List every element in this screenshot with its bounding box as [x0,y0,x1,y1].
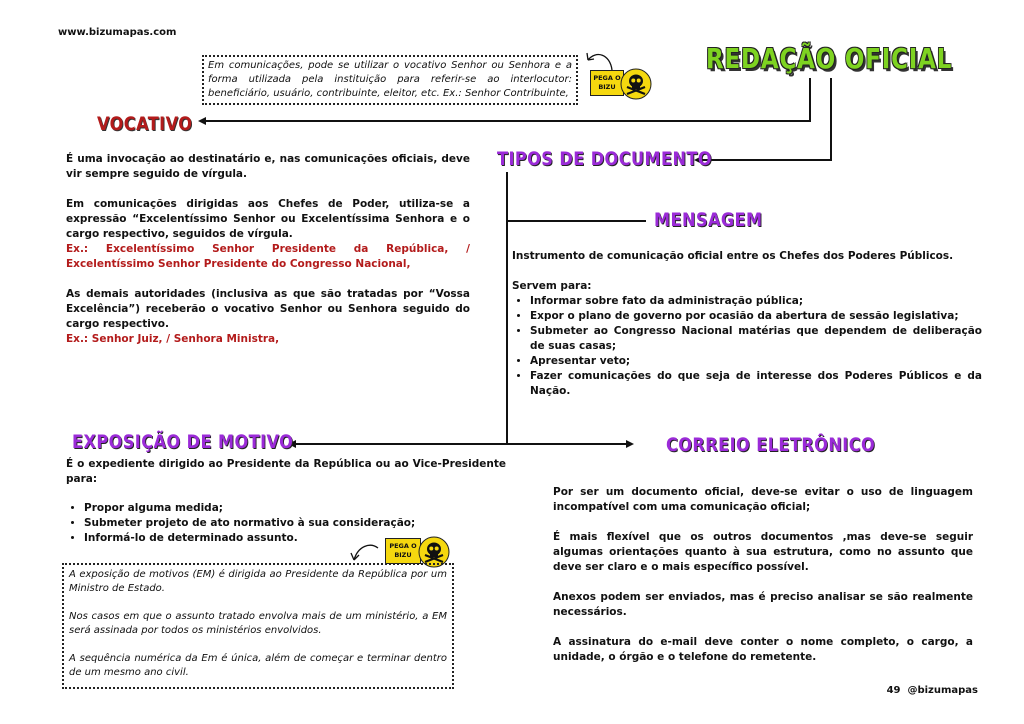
tree-vertical-line [506,172,508,444]
correio-p1: Por ser um documento oficial, deve-se evitar o uso de linguagem incompatível com uma comunicação oficial; [553,486,973,513]
exposicao-body [66,457,506,546]
badge-line1: PEGA O [389,542,417,550]
correio-body [553,485,973,680]
list-item: • Apresentar veto; [530,354,982,369]
correio-p2: É mais flexível que os outros documentos ,mas deve-se seguir algumas orientações quanto à sua estrutura, como no assunto que deve ser claro e o mais específico possível. [553,531,973,573]
exposicao-intro: É o expediente dirigido ao Presidente da República ou ao Vice-Presidente para: [66,458,506,485]
correio-p3: Anexos podem ser enviados, mas é preciso analisar se são realmente necessários. [553,591,973,618]
list-item: • Informar sobre fato da administração pública; [530,294,982,309]
site-url: www.bizumapas.com [58,27,177,38]
mensagem-list [512,294,982,399]
top-note-box [202,55,578,105]
connector-line-tipos [702,159,832,161]
badge-label [590,70,624,96]
page-title: REDAÇÃO OFICIAL [706,42,953,75]
skull-icon [620,68,652,100]
vocativo-p3-example: Ex.: Senhor Juiz, / Senhora Ministra, [66,333,280,345]
exposicao-heading: EXPOSIÇÃO DE MOTIVO [72,431,294,453]
vocativo-p3-text: As demais autoridades (inclusiva as que são tratadas por “Vossa Excelência”) receberão o vocativo Senhor ou Senhora seguido do cargo respectivo. [66,288,470,330]
mensagem-intro: Instrumento de comunicação oficial entre os Chefes dos Poderes Públicos. [512,250,954,262]
page-footer: 49 @bizumapas [886,685,978,696]
list-item: • Submeter projeto de ato normativo à sua consideração; [84,516,506,531]
exposicao-note-box [62,563,454,689]
vocativo-body [66,152,470,362]
list-item: • Submeter ao Congresso Nacional matérias que dependem de deliberação de suas casas; [530,324,982,354]
tipos-heading: TIPOS DE DOCUMENTO [497,148,713,170]
connector-title-vocativo [809,78,811,122]
vocativo-p3 [66,287,470,347]
connector-line-vocativo [205,120,811,122]
list-item: • Expor o plano de governo por ocasião da abertura de sessão legislativa; [530,309,982,324]
pega-o-bizu-badge [590,68,656,100]
mensagem-servem: Servem para: [512,280,592,292]
vocativo-p1: É uma invocação ao destinatário e, nas comunicações oficiais, deve vir sempre seguido de vírgula. [66,153,470,180]
badge-line2: BIZU [598,83,616,91]
vocativo-p2-example: Ex.: Excelentíssimo Senhor Presidente da República, / Excelentíssimo Senhor Presidente do Congresso Nacional, [66,243,470,270]
mensagem-body [512,249,982,399]
arrow-right-icon [626,440,634,448]
list-item: • Propor alguma medida; [84,501,506,516]
tree-horizontal-line [296,443,626,445]
vocativo-heading: VOCATIVO [97,113,193,135]
badge-label [385,538,421,564]
correio-heading: CORREIO ELETRÔNICO [666,434,876,456]
vocativo-p2 [66,197,470,272]
vocativo-p2-text: Em comunicações dirigidas aos Chefes de Poder, utiliza-se a expressão “Excelentíssimo Senhor ou Excelentíssima Senhora e o cargo respectivo, seguidos de vírgula. [66,198,470,240]
connector-title-tipos [830,78,832,161]
mensagem-heading: MENSAGEM [654,209,763,231]
exposicao-note-p3: A sequência numérica da Em é única, além de começar e terminar dentro de um mesmo ano civil. [69,653,447,678]
list-item: • Informá-lo de determinado assunto. [84,531,506,546]
top-note-text: Em comunicações, pode se utilizar o vocativo Senhor ou Senhora e a forma utilizada pela instituição para referir-se ao interlocutor: beneficiário, usuário, contribuinte, eleitor, etc. Ex.: Senhor Contribuinte, [208,60,572,99]
exposicao-note-p2: Nos casos em que o assunto tratado envolva mais de um ministério, a EM será assinada por todos os ministérios envolvidos. [69,611,447,636]
exposicao-note-p1: A exposição de motivos (EM) é dirigida ao Presidente da República por um Ministro de Estado. [69,569,447,594]
list-item: • Fazer comunicações do que seja de interesse dos Poderes Públicos e da Nação. [530,369,982,399]
badge-line2: BIZU [394,551,412,559]
tree-branch-mensagem [506,220,646,222]
badge-line1: PEGA O [593,74,621,82]
correio-p4: A assinatura do e-mail deve conter o nome completo, o cargo, a unidade, o órgão e o telefone do remetente. [553,636,973,663]
arrow-left-icon [198,117,206,125]
